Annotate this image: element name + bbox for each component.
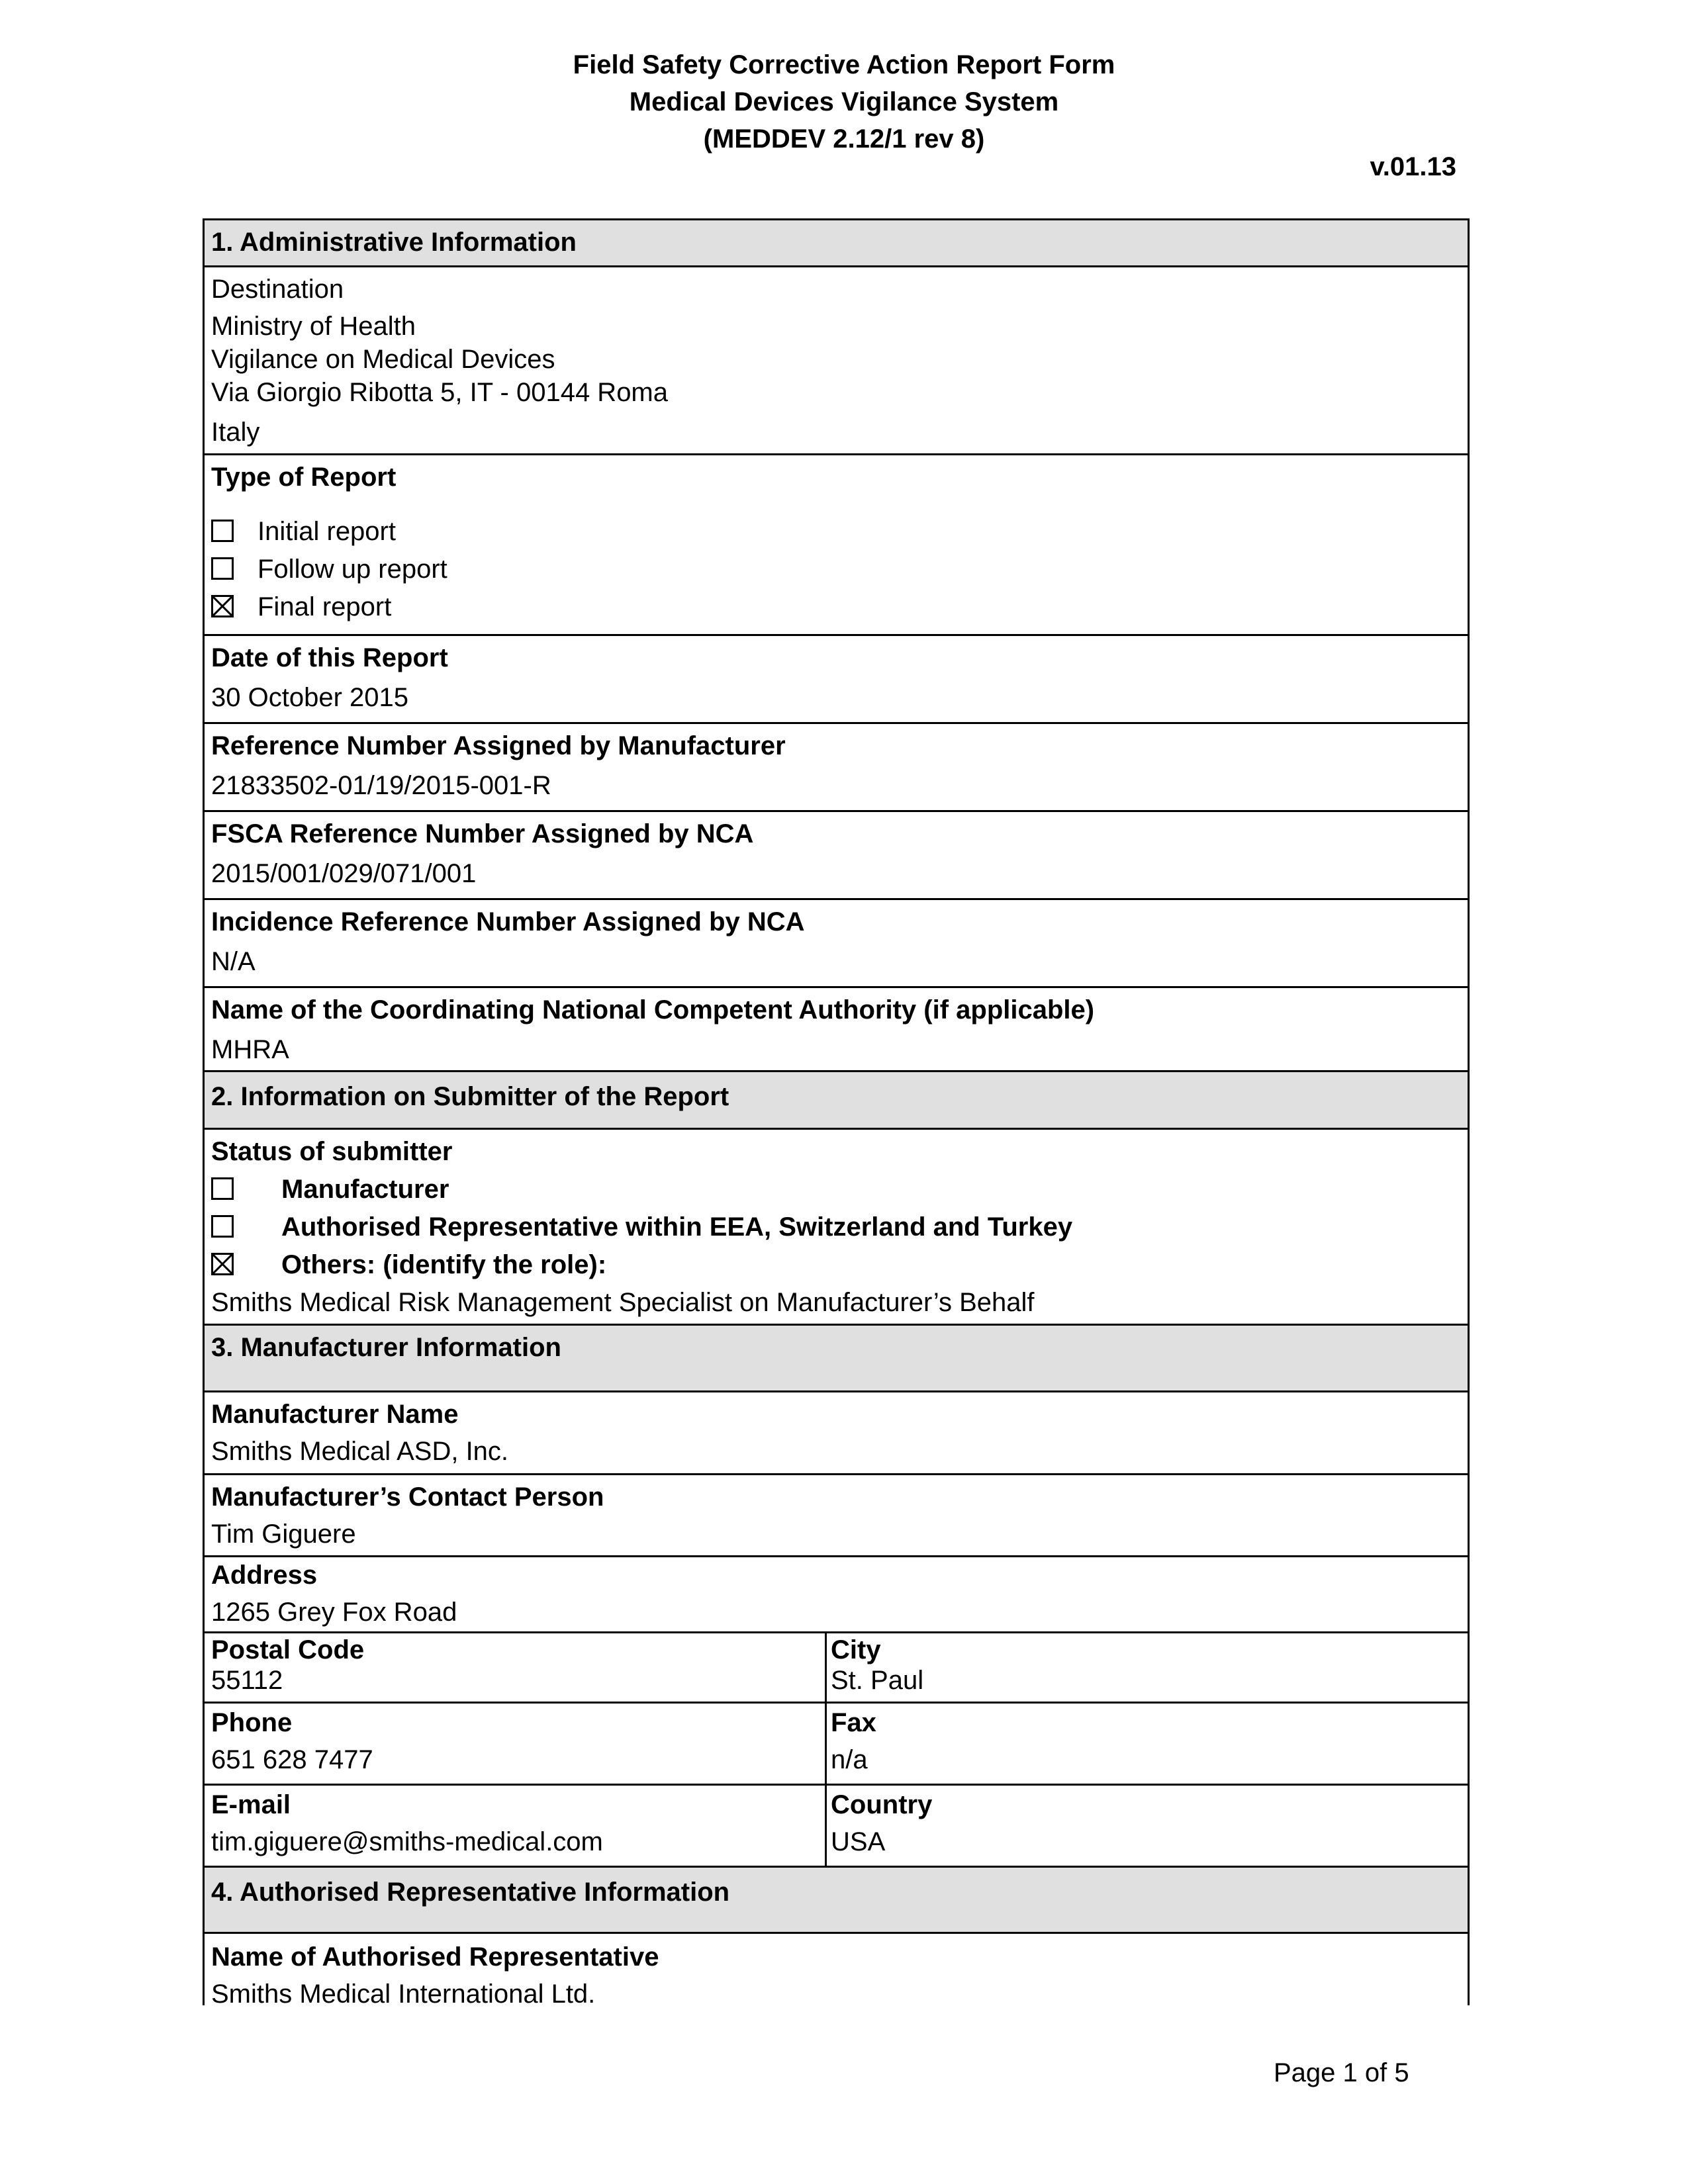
address-value: 1265 Grey Fox Road (211, 1598, 457, 1627)
others-checkbox[interactable] (211, 1253, 234, 1275)
others-option-label: Others: (identify the role): (281, 1250, 607, 1279)
address-field (205, 1557, 1468, 1633)
email-country-row (205, 1786, 1468, 1868)
final-report-checkbox[interactable] (211, 595, 234, 617)
manufacturer-reference-field (205, 724, 1468, 812)
manufacturer-name-value: Smiths Medical ASD, Inc. (211, 1437, 509, 1466)
report-form (203, 218, 1470, 2009)
destination-line3: Via Giorgio Ribotta 5, IT - 00144 Roma (211, 378, 668, 407)
section-2-heading: 2. Information on Submitter of the Report (205, 1072, 1468, 1130)
section-1-heading: 1. Administrative Information (205, 220, 1468, 267)
page-number: Page 1 of 5 (1274, 2058, 1409, 2087)
destination-field (205, 267, 1468, 455)
submitter-status-field (205, 1130, 1468, 1326)
phone-label: Phone (211, 1708, 293, 1737)
type-of-report-field (205, 455, 1468, 636)
destination-line2: Vigilance on Medical Devices (211, 345, 555, 374)
address-label: Address (211, 1561, 318, 1590)
submitter-status-label: Status of submitter (211, 1137, 453, 1166)
follow-up-report-label: Follow up report (258, 555, 447, 584)
country-value: USA (831, 1827, 886, 1856)
follow-up-report-checkbox[interactable] (211, 557, 234, 580)
fax-value: n/a (831, 1745, 868, 1774)
type-of-report-label: Type of Report (211, 463, 397, 492)
authorised-representative-option-label: Authorised Representative within EEA, Switzerland and Turkey (281, 1212, 1073, 1242)
destination-line4: Italy (211, 418, 260, 447)
initial-report-label: Initial report (258, 517, 396, 546)
email-value: tim.giguere@smiths-medical.com (211, 1827, 603, 1856)
contact-person-label: Manufacturer’s Contact Person (211, 1482, 604, 1512)
authorised-representative-name-label: Name of Authorised Representative (211, 1942, 659, 1972)
coordinating-nca-label: Name of the Coordinating National Competent Authority (if applicable) (211, 995, 1095, 1024)
authorised-representative-name-value: Smiths Medical International Ltd. (211, 1979, 596, 2009)
form-title: Field Safety Corrective Action Report Form (573, 50, 1115, 79)
coordinating-nca-value: MHRA (211, 1035, 289, 1064)
destination-label: Destination (211, 275, 344, 304)
authorised-representative-checkbox[interactable] (211, 1215, 234, 1238)
form-reference: (MEDDEV 2.12/1 rev 8) (703, 124, 985, 154)
postal-code-value: 55112 (211, 1666, 283, 1695)
incidence-reference-value: N/A (211, 947, 256, 976)
destination-line1: Ministry of Health (211, 312, 416, 341)
section-3-heading: 3. Manufacturer Information (205, 1326, 1468, 1392)
country-label: Country (831, 1790, 933, 1819)
manufacturer-reference-value: 21833502-01/19/2015-001-R (211, 771, 551, 800)
contact-person-value: Tim Giguere (211, 1520, 356, 1549)
form-subtitle: Medical Devices Vigilance System (629, 87, 1059, 116)
report-date-label: Date of this Report (211, 643, 448, 672)
incidence-reference-label: Incidence Reference Number Assigned by NCA (211, 907, 805, 936)
fsca-reference-label: FSCA Reference Number Assigned by NCA (211, 819, 754, 848)
authorised-representative-name-field (205, 1934, 1468, 2007)
incidence-reference-field (205, 900, 1468, 988)
report-date-value: 30 October 2015 (211, 683, 408, 712)
submitter-role-text: Smiths Medical Risk Management Specialist on Manufacturer’s Behalf (211, 1288, 1035, 1317)
fsca-reference-value: 2015/001/029/071/001 (211, 859, 477, 888)
coordinating-nca-field (205, 988, 1468, 1072)
initial-report-checkbox[interactable] (211, 520, 234, 542)
contact-person-field (205, 1475, 1468, 1557)
form-header (0, 46, 1688, 158)
manufacturer-name-label: Manufacturer Name (211, 1400, 459, 1429)
form-version: v.01.13 (1370, 152, 1456, 181)
postal-code-label: Postal Code (211, 1635, 365, 1664)
city-value: St. Paul (831, 1666, 924, 1695)
email-label: E-mail (211, 1790, 291, 1819)
report-date-field (205, 636, 1468, 724)
fsca-reference-field (205, 812, 1468, 900)
section-4-heading: 4. Authorised Representative Information (205, 1868, 1468, 1934)
manufacturer-option-label: Manufacturer (281, 1175, 449, 1204)
final-report-label: Final report (258, 592, 392, 621)
phone-fax-row (205, 1704, 1468, 1786)
postal-city-row (205, 1633, 1468, 1704)
fax-label: Fax (831, 1708, 876, 1737)
city-label: City (831, 1635, 881, 1664)
manufacturer-reference-label: Reference Number Assigned by Manufacturer (211, 731, 786, 760)
manufacturer-checkbox[interactable] (211, 1177, 234, 1200)
manufacturer-name-field (205, 1392, 1468, 1475)
phone-value: 651 628 7477 (211, 1745, 373, 1774)
